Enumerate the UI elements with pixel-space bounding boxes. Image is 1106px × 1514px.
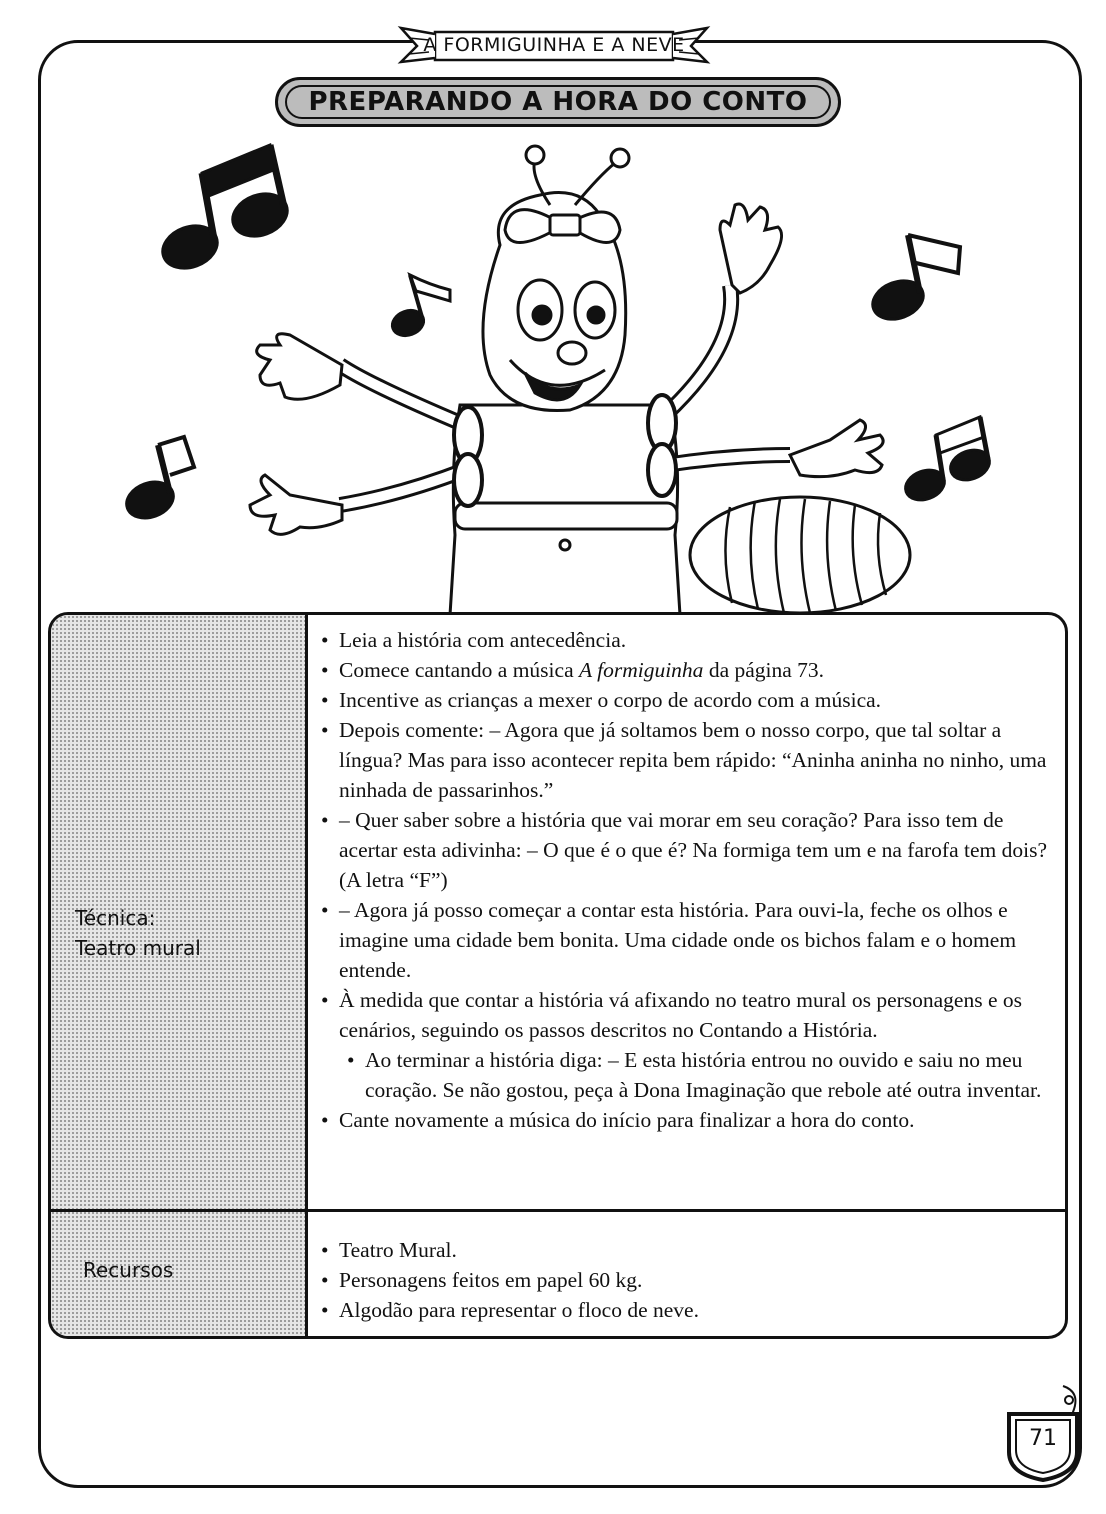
page-number-badge [1003, 1382, 1083, 1482]
ant-navel [560, 540, 570, 550]
ant-belt [455, 503, 677, 529]
technique-item: • – Agora já posso começar a contar esta história. Para ouvi-la, feche os olhos e imagine uma cidade bem bonita. Uma cidade onde os bichos falam e o homem entende. [319, 895, 1049, 985]
technique-label: Técnica: [75, 906, 156, 930]
resource-item: • Personagens feitos em papel 60 kg. [319, 1265, 1049, 1295]
technique-item: • Cante novamente a música do início para finalizar a hora do conto. [319, 1105, 1049, 1135]
ant-nose [558, 342, 586, 364]
technique-item: • Incentive as crianças a mexer o corpo de acordo com a música. [319, 685, 1049, 715]
section-title: PREPARANDO A HORA DO CONTO [308, 87, 808, 117]
ant-shoulder-ring [454, 454, 482, 506]
technique-item: • À medida que contar a história vá afixando no teatro mural os personagens e os cenários, seguindo os passos descritos no Contando a História. [319, 985, 1049, 1045]
resources-items [319, 1235, 1049, 1325]
ant-illustration [110, 135, 1010, 615]
ant-shoulder-ring [648, 444, 676, 496]
lesson-table [48, 612, 1068, 1339]
technique-label-block [75, 903, 201, 963]
music-note-icon [901, 417, 993, 505]
ant-hand-icon [720, 204, 782, 293]
table-side-column [51, 615, 308, 1336]
technique-item: • – Quer saber sobre a história que vai morar em seu coração? Para isso tem de acertar esta adivinha: – O que é o que é? Na formiga tem um e na farofa tem dois? (A letra “F”) [319, 805, 1049, 895]
ant-hand-icon [257, 334, 342, 400]
ant-tail [690, 497, 910, 613]
music-note-icon [389, 275, 450, 340]
table-row-divider [51, 1209, 1065, 1212]
music-note-icon [867, 235, 960, 326]
resources-label: Recursos [83, 1258, 174, 1282]
bow-knot [550, 215, 580, 235]
antenna-tip [526, 146, 544, 164]
page-number: 71 [1029, 1426, 1057, 1451]
technique-value: Teatro mural [75, 936, 201, 960]
technique-item: • Depois comente: – Agora que já soltamos bem o nosso corpo, que tal soltar a língua? Mas para isso acontecer repita bem rápido: “Aninha aninha no ninho, uma ninhada de passarinhos.” [319, 715, 1049, 805]
antenna-tip [611, 149, 629, 167]
resource-item: • Algodão para representar o floco de neve. [319, 1295, 1049, 1325]
music-note-icon [157, 145, 293, 275]
ant-hand-icon [790, 420, 883, 477]
ant-figure [250, 146, 910, 615]
section-title-pill [275, 77, 841, 127]
title-banner [395, 22, 713, 68]
technique-item: • Comece cantando a música A formiguinha da página 73. [319, 655, 1049, 685]
resource-item: • Teatro Mural. [319, 1235, 1049, 1265]
music-note-icon [122, 437, 194, 524]
banner-title: A FORMIGUINHA E A NEVE [423, 34, 685, 56]
technique-items [319, 625, 1049, 1135]
technique-item: • Leia a história com antecedência. [319, 625, 1049, 655]
technique-subitem: • Ao terminar a história diga: – E esta história entrou no ouvido e saiu no meu coração. Se não gostou, peça à Dona Imaginação que rebole até outra inventar. [345, 1045, 1049, 1105]
ant-hand-icon [250, 475, 342, 534]
